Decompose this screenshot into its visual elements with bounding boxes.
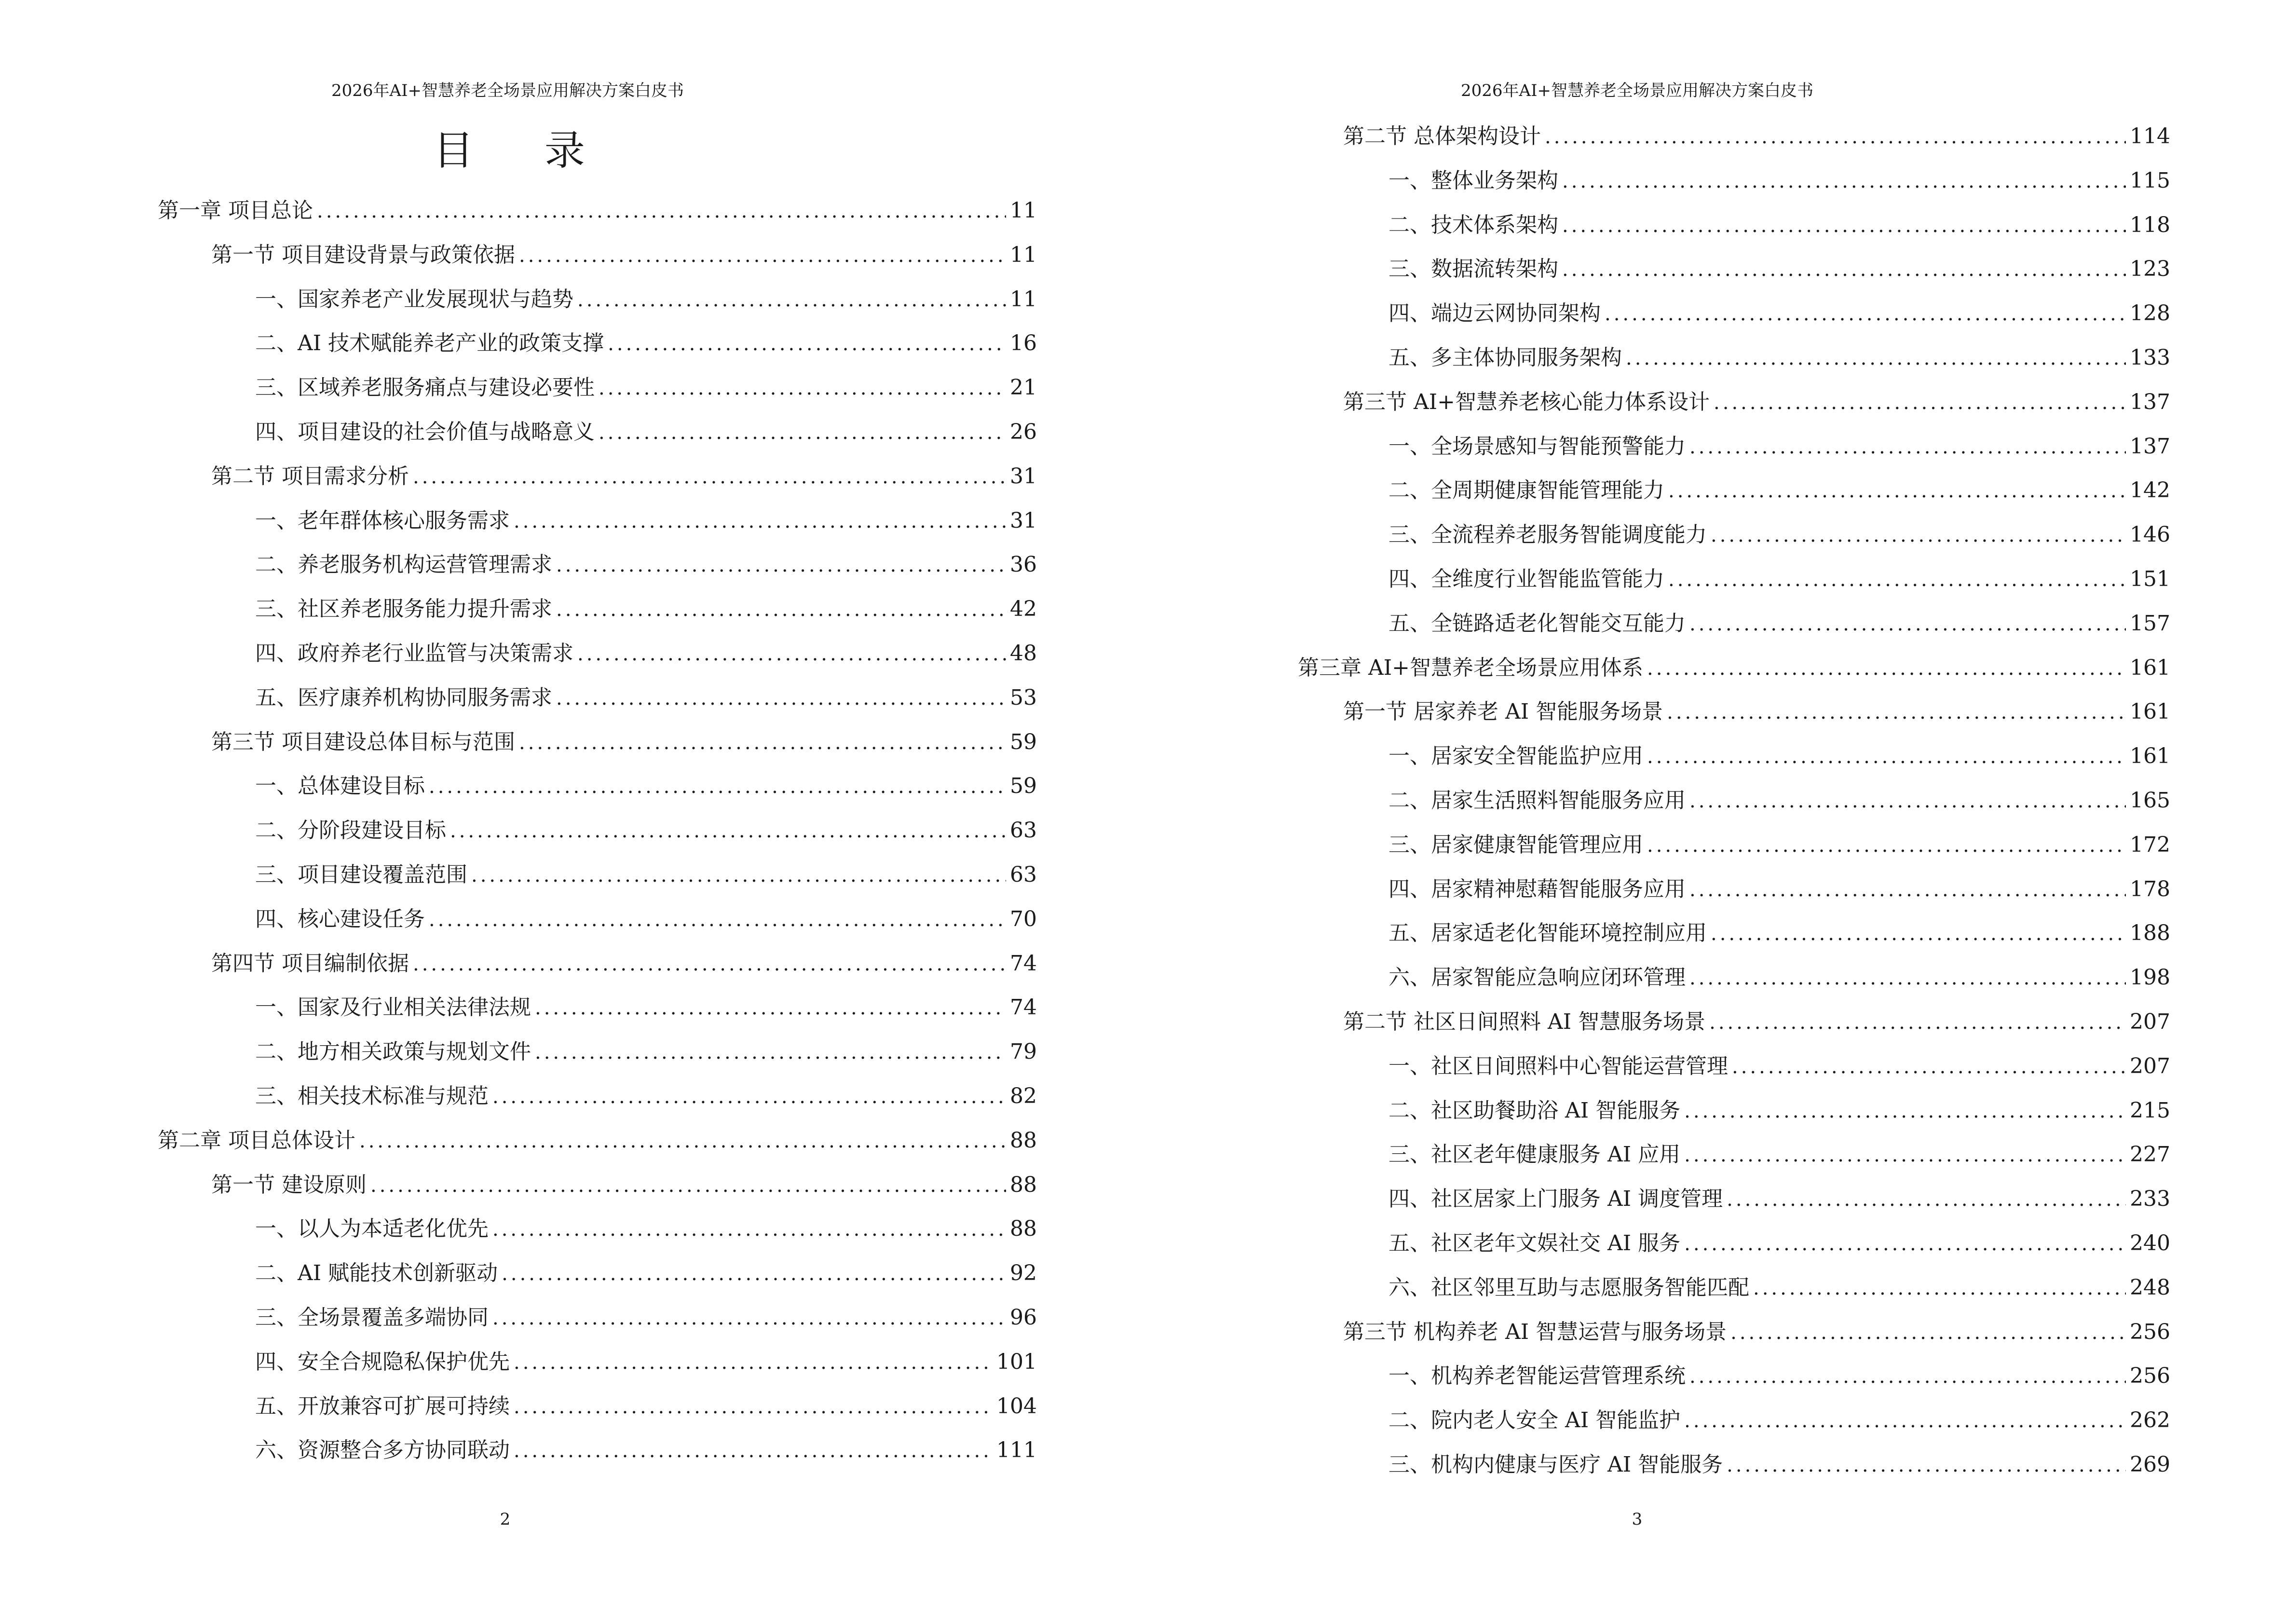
toc-entry-item[interactable] [1389, 517, 2170, 551]
toc-entry-item[interactable] [1389, 1226, 2170, 1259]
right-page [1144, 0, 2287, 1624]
dot-leader [535, 997, 1006, 1019]
toc-entry-item[interactable] [1389, 1093, 2170, 1127]
toc-entry-label: 一、以人为本适老化优先 [255, 1216, 489, 1242]
toc-entry-item[interactable] [1389, 872, 2170, 905]
toc-entry-item[interactable] [255, 636, 1037, 669]
toc-entry-item[interactable] [1389, 915, 2170, 949]
toc-entry-label: 第二节 社区日间照料 AI 智慧服务场景 [1343, 1010, 1706, 1034]
dot-leader [1647, 657, 2126, 680]
toc-entry-label: 五、居家适老化智能环境控制应用 [1389, 921, 1707, 946]
toc-entry-page-number: 26 [1010, 420, 1037, 444]
toc-entry-page-number: 133 [2130, 345, 2170, 370]
toc-entry-item[interactable] [255, 503, 1037, 537]
toc-entry-page-number: 240 [2130, 1231, 2170, 1256]
toc-entry-page-number: 31 [1010, 508, 1037, 533]
toc-entry-page-number: 248 [2130, 1275, 2170, 1300]
toc-entry-item[interactable] [255, 1389, 1037, 1422]
toc-entry-page-number: 227 [2130, 1142, 2170, 1167]
toc-entry-page-number: 161 [2130, 744, 2170, 769]
toc-entry-section[interactable] [1343, 1004, 2170, 1038]
toc-entry-label: 一、国家养老产业发展现状与趋势 [255, 287, 573, 312]
running-header: 2026年AI+智慧养老全场景应用解决方案白皮书 [331, 81, 684, 100]
dot-leader [1709, 1011, 2126, 1034]
toc-entry-label: 五、开放兼容可扩展可持续 [255, 1393, 510, 1419]
toc-entry-label: 二、技术体系架构 [1389, 212, 1558, 237]
toc-entry-label: 第四节 项目编制依据 [211, 951, 409, 976]
toc-entry-page-number: 207 [2130, 1053, 2170, 1078]
toc-entry-page-number: 92 [1010, 1261, 1037, 1286]
toc-entry-page-number: 88 [1010, 1128, 1037, 1153]
toc-entry-item[interactable] [1389, 738, 2170, 772]
toc-entry-item[interactable] [255, 282, 1037, 315]
toc-entry-label: 二、AI 技术赋能养老产业的政策支撑 [255, 331, 604, 356]
dot-leader [1605, 303, 2126, 325]
dot-leader [1714, 392, 2126, 414]
toc-entry-label: 第一节 居家养老 AI 智能服务场景 [1343, 699, 1663, 724]
toc-entry-item[interactable] [1389, 207, 2170, 241]
toc-entry-label: 四、全维度行业智能监管能力 [1389, 567, 1664, 591]
toc-entry-item[interactable] [255, 591, 1037, 625]
toc-entry-item[interactable] [255, 1433, 1037, 1466]
dot-leader [599, 422, 1006, 444]
toc-entry-page-number: 70 [1010, 906, 1037, 931]
toc-entry-label: 一、老年群体核心服务需求 [255, 508, 510, 533]
toc-entry-label: 二、社区助餐助浴 AI 智能服务 [1389, 1098, 1681, 1123]
toc-entry-page-number: 82 [1010, 1084, 1037, 1108]
dot-leader [1727, 1188, 2126, 1211]
toc-entry-page-number: 256 [2130, 1364, 2170, 1389]
toc-entry-item[interactable] [255, 370, 1037, 404]
toc-entry-item[interactable] [255, 1300, 1037, 1334]
dot-leader [413, 466, 1006, 488]
dot-leader [502, 1263, 1006, 1285]
toc-entry-label: 第三节 机构养老 AI 智慧运营与服务场景 [1343, 1319, 1727, 1344]
toc-entry-page-number: 215 [2130, 1098, 2170, 1123]
dot-leader [1753, 1277, 2126, 1299]
page-number: 3 [1632, 1510, 1643, 1529]
dot-leader [492, 1218, 1006, 1241]
dot-leader [519, 245, 1006, 267]
toc-entry-label: 六、社区邻里互助与志愿服务智能匹配 [1389, 1275, 1749, 1300]
toc-entry-page-number: 151 [2130, 567, 2170, 591]
dot-leader [1730, 1322, 2126, 1344]
toc-entry-section[interactable] [211, 946, 1037, 980]
toc-entry-page-number: 16 [1010, 331, 1037, 356]
dot-leader [514, 1396, 993, 1418]
toc-entry-label: 二、AI 赋能技术创新驱动 [255, 1261, 498, 1286]
dot-leader [1684, 1233, 2126, 1255]
toc-entry-page-number: 11 [1010, 198, 1037, 223]
dot-leader [1711, 923, 2126, 945]
toc-entry-page-number: 161 [2130, 699, 2170, 724]
toc-entry-page-number: 146 [2130, 522, 2170, 547]
dot-leader [1667, 701, 2126, 723]
toc-entry-label: 四、项目建设的社会价值与战略意义 [255, 420, 595, 444]
toc-entry-page-number: 256 [2130, 1319, 2170, 1344]
toc-title: 目 录 [433, 127, 614, 174]
toc-entry-item[interactable] [1389, 960, 2170, 994]
toc-entry-label: 第三节 项目建设总体目标与范围 [211, 729, 515, 754]
toc-entry-chapter[interactable] [1298, 650, 2170, 684]
toc-entry-item[interactable] [255, 1034, 1037, 1068]
toc-entry-label: 第一章 项目总论 [158, 198, 313, 223]
dot-leader [471, 864, 1006, 887]
dot-leader [492, 1307, 1006, 1329]
toc-entry-page-number: 101 [996, 1349, 1037, 1374]
toc-entry-label: 四、居家精神慰藉智能服务应用 [1389, 876, 1686, 901]
dot-leader [599, 377, 1006, 399]
toc-entry-item[interactable] [255, 1344, 1037, 1378]
toc-entry-label: 二、院内老人安全 AI 智能监护 [1389, 1408, 1681, 1433]
toc-entry-page-number: 233 [2130, 1187, 2170, 1212]
toc-entry-section[interactable] [1343, 694, 2170, 728]
toc-entry-page-number: 262 [2130, 1408, 2170, 1433]
dot-leader [577, 643, 1006, 665]
toc-entry-page-number: 48 [1010, 641, 1037, 666]
dot-leader [1545, 126, 2126, 148]
toc-entry-page-number: 178 [2130, 876, 2170, 901]
dot-leader [359, 1130, 1006, 1152]
toc-entry-item[interactable] [1389, 561, 2170, 595]
toc-entry-label: 第二节 总体架构设计 [1343, 124, 1541, 149]
dot-leader [1562, 215, 2126, 237]
toc-entry-section[interactable] [211, 237, 1037, 271]
toc-entry-page-number: 74 [1010, 995, 1037, 1020]
dot-leader [556, 599, 1006, 621]
toc-entry-label: 三、数据流转架构 [1389, 257, 1558, 282]
toc-entry-page-number: 11 [1010, 242, 1037, 267]
dot-leader [1562, 259, 2126, 281]
toc-entry-label: 三、区域养老服务痛点与建设必要性 [255, 375, 595, 400]
toc-entry-label: 第三节 AI+智慧养老核心能力体系设计 [1343, 389, 1710, 414]
toc-entry-item[interactable] [1389, 827, 2170, 861]
dot-leader [1668, 569, 2126, 591]
toc-entry-label: 三、全场景覆盖多端协同 [255, 1305, 489, 1330]
toc-entry-label: 第三章 AI+智慧养老全场景应用体系 [1298, 655, 1644, 680]
toc-entry-label: 五、全链路适老化智能交互能力 [1389, 611, 1686, 636]
toc-entry-section[interactable] [211, 459, 1037, 492]
toc-entry-label: 三、全流程养老服务智能调度能力 [1389, 522, 1707, 547]
toc-entry-item[interactable] [255, 1256, 1037, 1289]
toc-entry-chapter[interactable] [158, 1123, 1037, 1157]
toc-entry-label: 四、核心建设任务 [255, 906, 425, 931]
toc-entry-page-number: 269 [2130, 1452, 2170, 1477]
dot-leader [1684, 1410, 2126, 1432]
dot-leader [535, 1041, 1006, 1064]
toc-entry-label: 二、分阶段建设目标 [255, 818, 446, 843]
toc-entry-page-number: 114 [2130, 124, 2170, 149]
dot-leader [1689, 879, 2126, 901]
toc-entry-page-number: 36 [1010, 552, 1037, 577]
toc-entry-label: 五、社区老年文娱社交 AI 服务 [1389, 1231, 1681, 1256]
toc-entry-page-number: 79 [1010, 1039, 1037, 1064]
toc-entry-page-number: 88 [1010, 1172, 1037, 1197]
toc-entry-item[interactable] [255, 1211, 1037, 1245]
toc-entry-page-number: 88 [1010, 1216, 1037, 1242]
toc-entry-item[interactable] [255, 326, 1037, 359]
toc-entry-label: 一、全场景感知与智能预警能力 [1389, 434, 1686, 459]
toc-entry-page-number: 59 [1010, 729, 1037, 754]
toc-entry-label: 六、居家智能应急响应闭环管理 [1389, 965, 1686, 990]
dot-leader [429, 909, 1006, 931]
toc-entry-label: 四、政府养老行业监管与决策需求 [255, 641, 573, 666]
toc-entry-label: 一、整体业务架构 [1389, 168, 1558, 193]
toc-entry-page-number: 172 [2130, 832, 2170, 857]
toc-entry-section[interactable] [1343, 1314, 2170, 1348]
dot-leader [413, 953, 1006, 975]
toc-entry-label: 第二章 项目总体设计 [158, 1128, 355, 1153]
toc-entry-page-number: 137 [2130, 389, 2170, 414]
toc-entry-label: 一、总体建设目标 [255, 774, 425, 799]
dot-leader [514, 1351, 993, 1374]
toc-entry-item[interactable] [1389, 783, 2170, 817]
toc-entry-label: 四、安全合规隐私保护优先 [255, 1349, 510, 1374]
toc-entry-item[interactable] [1389, 1049, 2170, 1082]
toc-entry-page-number: 165 [2130, 788, 2170, 813]
toc-entry-item[interactable] [1389, 1270, 2170, 1304]
running-header: 2026年AI+智慧养老全场景应用解决方案白皮书 [1461, 81, 1813, 100]
dot-leader [1732, 1056, 2126, 1078]
toc-entry-label: 三、项目建设覆盖范围 [255, 862, 467, 887]
toc-entry-item[interactable] [1389, 163, 2170, 197]
toc-entry-label: 三、社区老年健康服务 AI 应用 [1389, 1142, 1681, 1167]
toc-entry-page-number: 42 [1010, 597, 1037, 622]
dot-leader [370, 1174, 1006, 1197]
dot-leader [317, 200, 1006, 222]
toc-entry-page-number: 123 [2130, 257, 2170, 282]
toc-entry-page-number: 207 [2130, 1010, 2170, 1034]
toc-entry-label: 四、社区居家上门服务 AI 调度管理 [1389, 1187, 1723, 1212]
dot-leader [556, 554, 1006, 576]
toc-entry-page-number: 11 [1010, 287, 1037, 312]
toc-entry-page-number: 104 [996, 1393, 1037, 1419]
toc-entry-item[interactable] [1389, 296, 2170, 329]
toc-entry-item[interactable] [255, 1078, 1037, 1112]
toc-entry-item[interactable] [255, 990, 1037, 1024]
toc-entry-chapter[interactable] [158, 193, 1037, 227]
toc-entry-label: 第二节 项目需求分析 [211, 464, 409, 489]
toc-entry-section[interactable] [211, 1167, 1037, 1201]
toc-entry-item[interactable] [255, 768, 1037, 802]
toc-entry-label: 一、国家及行业相关法律法规 [255, 995, 531, 1020]
toc-entry-item[interactable] [1389, 251, 2170, 285]
toc-entry-label: 三、机构内健康与医疗 AI 智能服务 [1389, 1452, 1723, 1477]
toc-entry-item[interactable] [1389, 429, 2170, 463]
toc-entry-page-number: 188 [2130, 921, 2170, 946]
toc-entry-label: 六、资源整合多方协同联动 [255, 1438, 510, 1463]
toc-entry-label: 一、社区日间照料中心智能运营管理 [1389, 1053, 1728, 1078]
toc-entry-item[interactable] [1389, 340, 2170, 374]
toc-entry-page-number: 21 [1010, 375, 1037, 400]
dot-leader [429, 776, 1006, 798]
toc-entry-page-number: 31 [1010, 464, 1037, 489]
page-number: 2 [500, 1510, 511, 1529]
toc-entry-label: 四、端边云网协同架构 [1389, 301, 1601, 326]
dot-leader [1711, 524, 2126, 546]
toc-entry-page-number: 59 [1010, 774, 1037, 799]
toc-entry-label: 第一节 项目建设背景与政策依据 [211, 242, 515, 267]
dot-leader [514, 1440, 993, 1462]
dot-leader [556, 687, 1006, 710]
toc-entry-page-number: 63 [1010, 862, 1037, 887]
dot-leader [514, 510, 1006, 532]
dot-leader [450, 820, 1006, 842]
dot-leader [1647, 746, 2126, 768]
toc-entry-label: 一、机构养老智能运营管理系统 [1389, 1364, 1686, 1389]
toc-entry-section[interactable] [211, 724, 1037, 758]
toc-entry-page-number: 137 [2130, 434, 2170, 459]
dot-leader [1689, 967, 2126, 989]
toc-entry-label: 五、多主体协同服务架构 [1389, 345, 1622, 370]
toc-entry-page-number: 128 [2130, 301, 2170, 326]
dot-leader [1626, 347, 2126, 369]
toc-entry-item[interactable] [1389, 606, 2170, 640]
toc-entry-page-number: 111 [996, 1438, 1037, 1463]
toc-entry-label: 二、地方相关政策与规划文件 [255, 1039, 531, 1064]
toc-entry-label: 三、社区养老服务能力提升需求 [255, 597, 552, 622]
toc-entry-item[interactable] [255, 857, 1037, 891]
toc-entry-item[interactable] [1389, 1447, 2170, 1481]
toc-entry-item[interactable] [1389, 1403, 2170, 1436]
dot-leader [1684, 1100, 2126, 1122]
toc-entry-item[interactable] [255, 813, 1037, 846]
toc-entry-item[interactable] [1389, 1358, 2170, 1392]
dot-leader [492, 1086, 1006, 1108]
toc-entry-page-number: 53 [1010, 685, 1037, 710]
dot-leader [1689, 436, 2126, 458]
dot-leader [1689, 1365, 2126, 1388]
toc-entry-label: 二、居家生活照料智能服务应用 [1389, 788, 1686, 813]
dot-leader [1668, 480, 2126, 502]
toc-entry-label: 三、居家健康智能管理应用 [1389, 832, 1643, 857]
toc-entry-page-number: 96 [1010, 1305, 1037, 1330]
toc-entry-page-number: 63 [1010, 818, 1037, 843]
toc-entry-page-number: 142 [2130, 478, 2170, 503]
dot-leader [519, 732, 1006, 754]
toc-entry-item[interactable] [1389, 473, 2170, 506]
dot-leader [1647, 834, 2126, 857]
toc-entry-item[interactable] [255, 547, 1037, 581]
dot-leader [608, 333, 1006, 355]
toc-entry-label: 一、居家安全智能监护应用 [1389, 744, 1643, 769]
toc-entry-item[interactable] [255, 414, 1037, 448]
toc-entry-page-number: 118 [2130, 212, 2170, 237]
toc-entry-label: 五、医疗康养机构协同服务需求 [255, 685, 552, 710]
toc-entry-label: 二、全周期健康智能管理能力 [1389, 478, 1664, 503]
dot-leader [1562, 170, 2126, 192]
toc-entry-page-number: 157 [2130, 611, 2170, 636]
toc-entry-item[interactable] [1389, 1181, 2170, 1215]
toc-entry-page-number: 74 [1010, 951, 1037, 976]
toc-entry-page-number: 198 [2130, 965, 2170, 990]
dot-leader [1727, 1454, 2126, 1476]
toc-entry-label: 二、养老服务机构运营管理需求 [255, 552, 552, 577]
toc-entry-item[interactable] [255, 680, 1037, 714]
dot-leader [1684, 1144, 2126, 1166]
dot-leader [1689, 790, 2126, 812]
toc-entry-page-number: 161 [2130, 655, 2170, 680]
toc-entry-section[interactable] [1343, 119, 2170, 152]
toc-entry-item[interactable] [255, 901, 1037, 935]
toc-entry-page-number: 115 [2130, 168, 2170, 193]
toc-entry-label: 第一节 建设原则 [211, 1172, 367, 1197]
dot-leader [1689, 613, 2126, 635]
toc-entry-section[interactable] [1343, 384, 2170, 418]
dot-leader [577, 289, 1006, 311]
toc-entry-item[interactable] [1389, 1137, 2170, 1171]
toc-entry-label: 三、相关技术标准与规范 [255, 1084, 489, 1108]
